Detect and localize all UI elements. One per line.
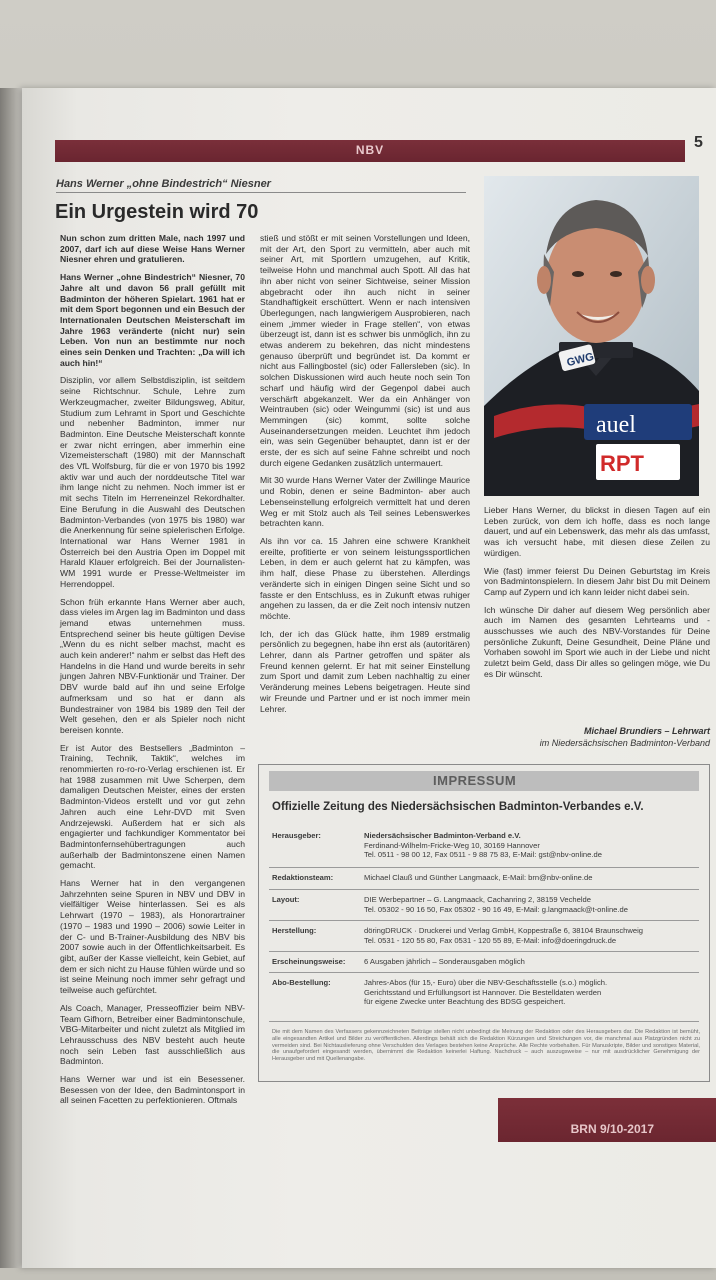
impressum-heading: IMPRESSUM	[433, 773, 517, 788]
article-paragraph: Er ist Autor des Bestsellers „Badminton – Training, Technik, Taktik“, welches im renommierten ro-ro-ro-Verlag erschienen ist. Er hat 1988 zusammen mit Uwe Scherpen, dem damaligen Deutschen Meister, eines der ersten Badminton-Videos erstellt und vor gut zehn Jahren auch eine Lehr-DVD mit Sven Andrzejewski. Außerdem hat er sich als engagierter und fachkundiger Kommentator bei Badmintonfernsehübertragungen auch außerhalb der Badmintonszene einen Namen gemacht.	[60, 742, 245, 871]
article-headline: Ein Urgestein wird 70	[55, 201, 259, 223]
impressum-value: Gerichtsstand und Erfüllungsort ist Hannover. Die Bestelldaten werden	[364, 987, 602, 997]
sponsor-logo-auel: auel	[596, 412, 636, 438]
divider	[269, 1021, 699, 1022]
divider	[269, 889, 699, 890]
article-paragraph: Disziplin, vor allem Selbstdisziplin, ist seitdem seine Richtschnur. Schule, Lehre zum Werkzeugmacher, zweiter Bildungsweg, Abitur, Studium zum Lehramt in Sport und Geschichte und nebenher Badminton, immer nur Badminton. Eine Deutsche Meisterschaft konnte er zwar nicht erringen, aber immerhin eine Vizemeisterschaft (1980) mit der Mannschaft des VfL Wolfsburg, für die er von 1970 bis 1992 aktiv war und auch der norddeutsche Titel war ihm lange nicht zu nehmen. Noch immer ist er mit sechs Titeln im Herreneinzel Rekordhalter. Eine Berufung in die Auswahl des Deutschen Badminton-Verbandes (von 1975 bis 1980) war die Anerkennung für seine spielerischen Erfolge. International war Hans Werner 1981 in Österreich bei den Austria Open im Doppel mit Harald Klauer erfolgreich. Bei der Journalisten-WM 1991 wurde er Presse-Weltmeister im Herrendoppel.	[60, 375, 245, 589]
issue-label: BRN 9/10-2017	[570, 1122, 654, 1136]
impressum-value: für eigene Zwecke unter Beachtung des BDSG gespeichert.	[364, 997, 566, 1007]
impressum-key: Herausgeber:	[272, 831, 321, 840]
divider	[269, 867, 699, 868]
impressum-key: Erscheinungsweise:	[272, 957, 346, 966]
impressum-key: Herstellung:	[272, 926, 317, 935]
magazine-binding	[0, 88, 22, 1268]
impressum-value: 6 Ausgaben jährlich – Sonderausgaben möglich	[364, 957, 525, 966]
author-signature: Michael Brundiers – Lehrwart	[583, 726, 710, 736]
impressum-header	[269, 771, 699, 791]
header-bar-label: NBV	[355, 143, 385, 157]
page-number: 5	[694, 134, 703, 151]
impressum-value: Ferdinand-Wilhelm-Fricke-Weg 10, 30169 Hannover	[364, 840, 540, 850]
article-paragraph: Lieber Hans Werner, du blickst in diesen Tagen auf ein Leben zurück, von dem ich hoffe, dass es noch lange dauert, und auf ein Lebenswerk, das mehr als das umfasst, was ich versucht habe, mit diesen diese Zeilen zu würdigen.	[484, 505, 710, 558]
divider	[269, 972, 699, 973]
impressum-title: Offizielle Zeitung des Niedersächsischen Badminton-Verbandes e.V.	[272, 801, 644, 813]
article-column-1	[60, 233, 245, 1113]
article-paragraph: Mit 30 wurde Hans Werner Vater der Zwillinge Maurice und Robin, denen er seine Badminton- aber auch Lebenseinstellung erfolgreich vermittelt hat und deren Weg er mit Stolz auch als Teil seines Lebenswerkes betrachten kann.	[260, 475, 470, 529]
header-bar	[55, 140, 685, 162]
portrait-photo	[484, 176, 699, 496]
impressum-value: Jahres-Abos (für 15,- Euro) über die NBV-Geschäftsstelle (s.o.) möglich.	[364, 978, 608, 987]
impressum-value: Niedersächsischer Badminton-Verband e.V.	[364, 831, 521, 840]
impressum-box	[258, 764, 710, 1082]
impressum-value: DIE Werbepartner – G. Langmaack, Cachanring 2, 38159 Vechelde	[364, 895, 591, 904]
article-paragraph: Hans Werner hat in den vergangenen Jahrzehnten seine Spuren in NBV und DBV in vielfältiger Weise hinterlassen. Sei es als Lehrwart (1970 – 1983), als Honorartrainer (1970 – 1983 und 1990 – 2006) sowie Leiter in der C- und B-Trainer-Ausbildung des NBV bis 2007 sowie auch in der Öffentlichkeitsarbeit. Es gibt, außer der Kasse vielleicht, kein Gebiet, auf dem er sich nicht zu Hause fühlen würde und so ist seine Meinung noch immer sehr gefragt und teilweise auch gefürchtet.	[60, 878, 245, 996]
impressum-value: Tel. 0531 - 120 55 80, Fax 0531 - 120 55 89, E-Mail: info@doeringdruck.de	[364, 935, 617, 945]
sponsor-logo-rpt: RPT	[600, 451, 644, 476]
article-intro: Nun schon zum dritten Male, nach 1997 und 2007, darf ich auf diese Weise Hans Werner Niesner ehren und gratulieren.	[60, 233, 245, 265]
author-organisation: im Niedersächsischen Badminton-Verband	[539, 738, 710, 748]
impressum-value: Tel. 0511 - 98 00 12, Fax 0511 - 9 88 75 83, E-Mail: gst@nbv-online.de	[364, 850, 602, 860]
article-paragraph: stieß und stößt er mit seinen Vorstellungen und Ideen, mit der Art, den Sport zu vermitteln, aber auch mit seiner Art, mit Sportlern umzugehen, auf Kritik, teilweise Hohn und manchmal auch Spott. All das hat ihn aber nicht von seiner Sichtweise, seiner Mission abgebracht oder ihn auch nicht in seiner Standhaftigkeit erschüttert. Wenn er nach intensiven Überlegungen, nach langwierigem Ausprobieren, nach einem „immer wieder in Frage stellen“, von etwas überzeugt ist, dann ist es schwer bis unmöglich, ihn zu etwas anderem zu bekehren, das nicht mindestens genauso überprüft und begründet ist. Da kommt er nicht aus Fallingbostel (sic) oder Fallersleben (sic). In solchen Diskussionen wird auch heute noch sein Ton scharf und häufig wird der Gegenpol dabei auch verschärft abgekanzelt. Wer da ein Anhänger von Weintrauben (sic) oder Weingummi (sic) ist und aus Memmingen (sic) kommt, sollte solche Auseinandersetzungen meiden. Leuchtet ihm jedoch ein, was sein Gegenüber behauptet, dann ist er der erste, der es sich auf seine Fahne schreibt und noch durch eigene Gedanken zusätzlich untermauert.	[260, 233, 470, 468]
impressum-key: Redaktionsteam:	[272, 873, 334, 882]
svg-text:GWG: GWG	[565, 350, 596, 370]
impressum-value: Michael Clauß und Günther Langmaack, E-Mail: brn@nbv-online.de	[364, 873, 593, 882]
article-paragraph: Ich, der ich das Glück hatte, ihm 1989 erstmalig persönlich zu begegnen, habe ihn erst als (autoritären) Lehrer, dann als Partner getroffen und später als Freund kennen gelernt. Er hat mit seiner Einstellung zum Sport und damit zum Leben nachhaltig zu einer Veränderung meines Lebens beigetragen. Heute sind wir Freunde und Partner und er ist noch immer mein Lehrer.	[260, 628, 470, 714]
impressum-fineprint: Die mit dem Namen des Verfassers gekennzeichneten Beiträge stellen nicht unbedingt die Meinung der Redaktion oder des Herausgebers dar. Die Redaktion ist bemüht, alle eingesandten Artikel und Bilder zu veröffentlichen. Allerdings behält sich die Redaktion Kürzungen und Streichungen vor, die manchmal aus Platzgründen nicht zu vermeiden sind. Bei Nichtauslieferung ohne Verschulden des Verlages bestehen keine Ansprüche. Alle Rechte vorbehalten. Für Manuskripte, Bilder und sonstiges Material, die unaufgefordert eingesandt werden, übernimmt die Redaktion keinerlei Haftung. Nachdruck – auch auszugsweise – nur mit ausdrücklicher Genehmigung der Herausgeber und mit Quellenangabe.	[272, 1029, 700, 1063]
article-paragraph: Hans Werner war und ist ein Besessener. Besessen von der Idee, den Badmintonsport in all seinen Facetten zu perfektionieren. Oftmals	[60, 1074, 245, 1106]
article-column-3	[484, 505, 710, 687]
impressum-value: döringDRUCK · Druckerei und Verlag GmbH, Koppestraße 6, 38104 Braunschweig	[364, 926, 643, 935]
article-paragraph: Schon früh erkannte Hans Werner aber auch, dass vieles im Argen lag im Badminton und dass jemand etwas unternehmen muss. Entsprechend seiner bis heute gültigen Devise „Wenn du es nicht selber machst, macht es auch kein anderer!“ nahm er selbst das Heft des Handelns in die Hand und wurde bereits in sehr jungen Jahren NBV-Funktionär und Trainer. Der DBV wurde bald auf ihn und seine Erfolge aufmerksam und so hat er dann als Bundestrainer von 1984 bis 1989 den Teil der Welt gesehen, den er als Spieler noch nicht bereisen konnte.	[60, 596, 245, 735]
impressum-value: Tel. 05302 - 90 16 50, Fax 05302 - 90 16 49, E-Mail: g.langmaack@t-online.de	[364, 904, 628, 914]
impressum-key: Layout:	[272, 895, 300, 904]
divider	[269, 920, 699, 921]
article-paragraph: Hans Werner „ohne Bindestrich“ Niesner, 70 Jahre alt und davon 56 prall gefüllt mit Badminton der höheren Spielart. 1961 hat er mit dem Sport begonnen und ein Besuch der Internationalen Deutschen Meisterschaft im Jahre 1963 veränderte (nicht nur) sein Leben. Von nun an bestimmte nur noch eines sein Denken und Trachten: „Da will ich auch hin!“	[60, 272, 245, 368]
article-kicker: Hans Werner „ohne Bindestrich“ Niesner	[56, 178, 466, 193]
article-paragraph: Ich wünsche Dir daher auf diesem Weg persönlich aber auch im Namen des gesamten Lehrteams und -ausschusses wie auch des NBV-Vorstandes für Deine persönliche Zukunft, Deine Gesundheit, Deine Pläne und Vorhaben sowohl im Sport wie auch in der Liebe und nicht zuletzt beim Geld, dass Dir alles so gelingen möge, wie Du es Dir wünscht.	[484, 604, 710, 679]
divider	[269, 951, 699, 952]
portrait-illustration	[484, 176, 699, 496]
article-paragraph: Als Coach, Manager, Presseoffizier beim NBV-Team Gifhorn, Betreiber einer Badmintonschule, VBG-Mitarbeiter und nicht zuletzt als Mitglied im Lehrausschuss des NBV besteht auch heute noch sein Leben fast ausschließlich aus Badminton.	[60, 1002, 245, 1067]
article-column-2	[260, 233, 470, 721]
article-paragraph: Wie (fast) immer feierst Du Deinen Geburtstag im Kreis von Badmintonspielern. In diesem Jahr bist Du mit Deinem Camp auf Zypern und ich kann leider nicht dabei sein.	[484, 565, 710, 597]
article-paragraph: Als ihn vor ca. 15 Jahren eine schwere Krankheit ereilte, profitierte er von seinem leistungssportlichen Leben, in dem er auch gelernt hat zu kämpfen, was ihm half, diese Phase zu überstehen. Allerdings veränderte sich in einigen Dingen seine Sicht und so fasste er den Entschluss, es in Zukunft etwas ruhiger angehen zu lassen, da er die Zeit noch intensiv nutzen möchte.	[260, 535, 470, 621]
impressum-key: Abo-Bestellung:	[272, 978, 331, 987]
